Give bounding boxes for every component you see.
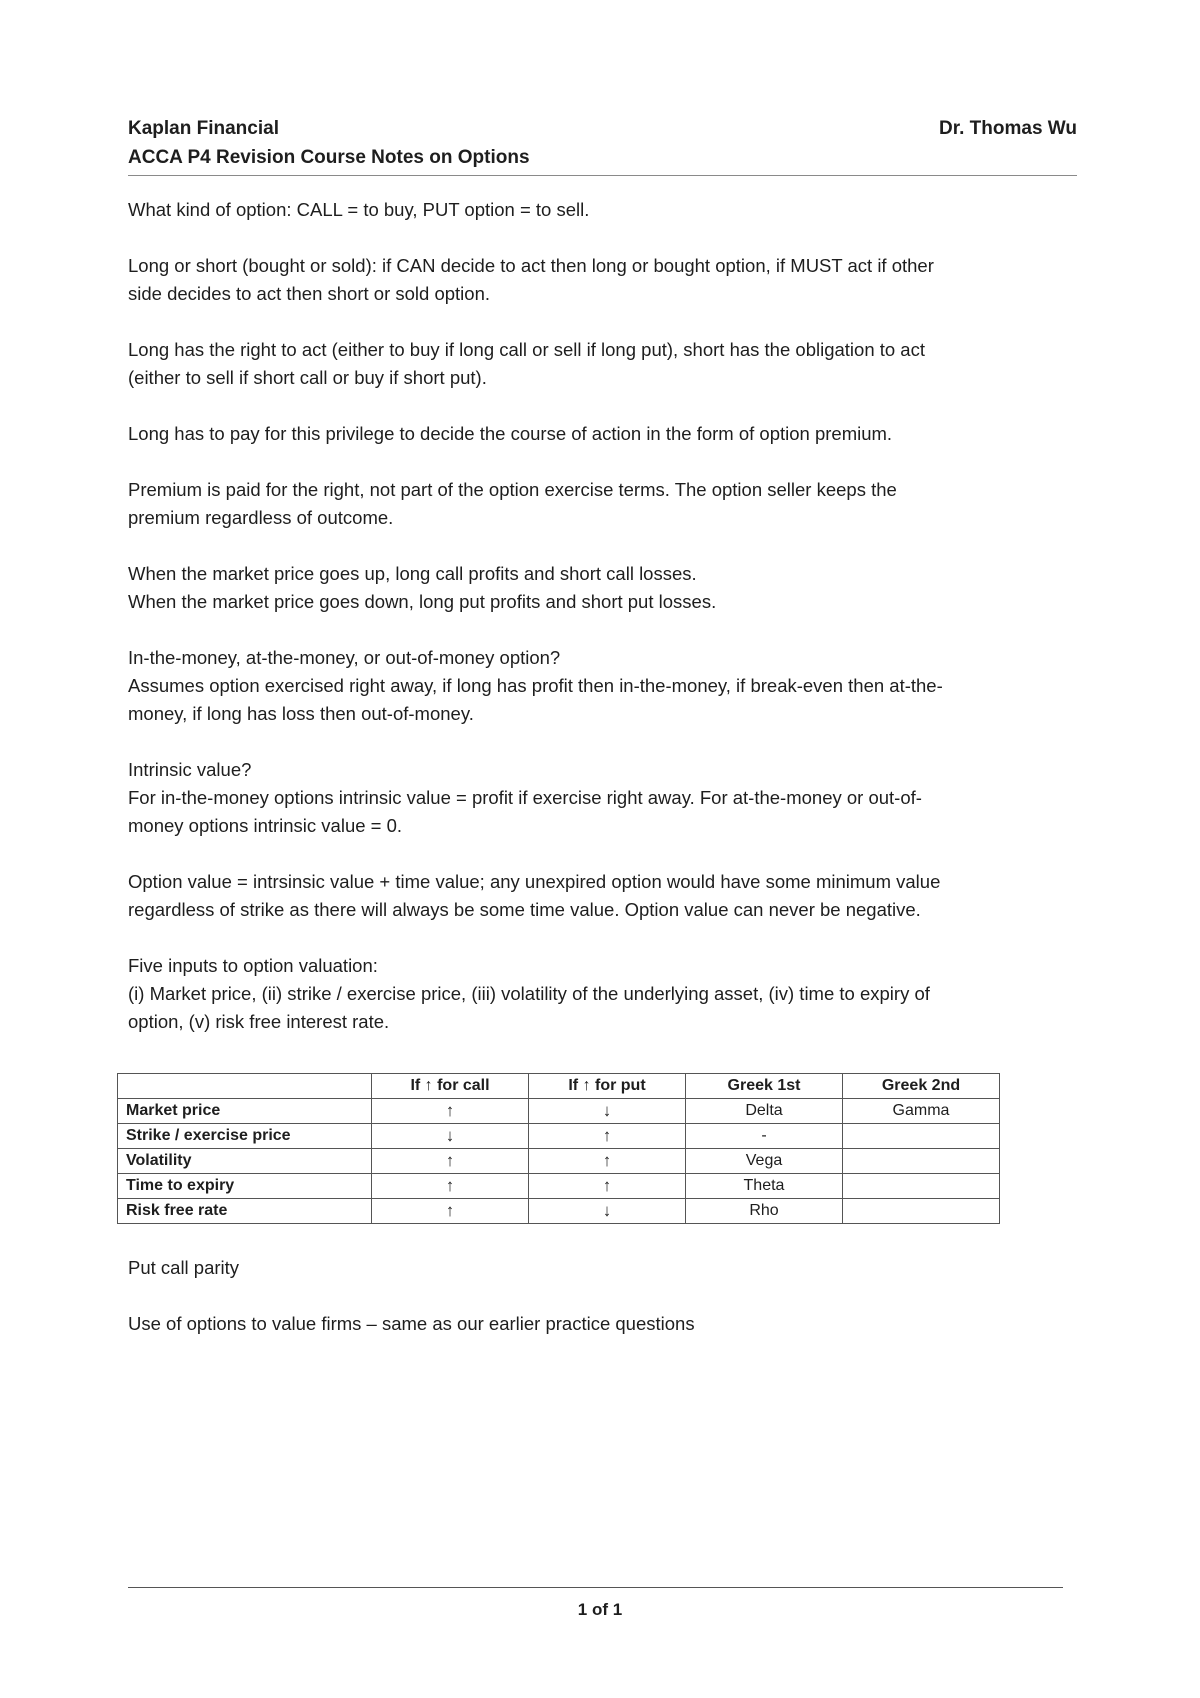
table-cell: ↑ xyxy=(372,1174,529,1199)
table-header-cell: Greek 2nd xyxy=(843,1074,1000,1099)
table-row-label: Risk free rate xyxy=(118,1199,372,1224)
paragraph xyxy=(128,644,1078,728)
paragraph xyxy=(128,196,1078,224)
table-cell: ↓ xyxy=(529,1099,686,1124)
table-header-row xyxy=(118,1074,1000,1099)
paragraph xyxy=(128,560,1078,616)
paragraph xyxy=(128,868,1078,924)
paragraph xyxy=(128,252,1078,308)
table-header-cell: Greek 1st xyxy=(686,1074,843,1099)
author-name: Dr. Thomas Wu xyxy=(939,118,1077,139)
text-line: Long has the right to act (either to buy if long call or sell if long put), short has the obligation to act xyxy=(128,339,925,360)
table-row xyxy=(118,1149,1000,1174)
table-cell: Vega xyxy=(686,1149,843,1174)
page-number: 1 of 1 xyxy=(577,1600,623,1619)
text-line: Long or short (bought or sold): if CAN decide to act then long or bought option, if MUST act if other xyxy=(128,255,934,276)
table-row xyxy=(118,1199,1000,1224)
paragraph xyxy=(128,1254,1078,1282)
text-line: For in-the-money options intrinsic value = profit if exercise right away. For at-the-money or out-of- xyxy=(128,787,922,808)
table-cell: Delta xyxy=(686,1099,843,1124)
table-cell: Rho xyxy=(686,1199,843,1224)
closing-text xyxy=(128,1254,1078,1366)
text-line: In-the-money, at-the-money, or out-of-money option? xyxy=(128,647,561,668)
table-cell: ↑ xyxy=(529,1149,686,1174)
table-cell xyxy=(843,1149,1000,1174)
paragraph xyxy=(128,756,1078,840)
text-line: Assumes option exercised right away, if long has profit then in-the-money, if break-even then at-the- xyxy=(128,675,943,696)
text-line: Premium is paid for the right, not part of the option exercise terms. The option seller keeps the xyxy=(128,479,897,500)
table-row xyxy=(118,1124,1000,1149)
text-line: Option value = intrsinsic value + time value; any unexpired option would have some minimum value xyxy=(128,871,941,892)
text-line: Put call parity xyxy=(128,1257,240,1278)
table-cell: Theta xyxy=(686,1174,843,1199)
table-cell: ↓ xyxy=(372,1124,529,1149)
table-row xyxy=(118,1174,1000,1199)
paragraph xyxy=(128,420,1078,448)
header-left xyxy=(128,114,530,172)
table-header-cell: If ↑ for call xyxy=(372,1074,529,1099)
text-line: Long has to pay for this privilege to decide the course of action in the form of option premium. xyxy=(128,423,893,444)
paragraph xyxy=(128,336,1078,392)
text-line: side decides to act then short or sold option. xyxy=(128,283,490,304)
text-line: (either to sell if short call or buy if short put). xyxy=(128,367,487,388)
table-header-cell: If ↑ for put xyxy=(529,1074,686,1099)
text-line: When the market price goes down, long put profits and short put losses. xyxy=(128,591,717,612)
table-cell: ↑ xyxy=(372,1199,529,1224)
text-line: money options intrinsic value = 0. xyxy=(128,815,403,836)
table-cell: Gamma xyxy=(843,1099,1000,1124)
table-row-label: Strike / exercise price xyxy=(118,1124,372,1149)
table-cell: ↑ xyxy=(372,1099,529,1124)
table-row-label: Time to expiry xyxy=(118,1174,372,1199)
organization-name: Kaplan Financial xyxy=(128,118,279,139)
table-cell: - xyxy=(686,1124,843,1149)
table-row-label: Volatility xyxy=(118,1149,372,1174)
paragraph xyxy=(128,476,1078,532)
table-row-label: Market price xyxy=(118,1099,372,1124)
table-header-cell xyxy=(118,1074,372,1099)
text-line: Use of options to value firms – same as our earlier practice questions xyxy=(128,1313,695,1334)
text-line: When the market price goes up, long call profits and short call losses. xyxy=(128,563,697,584)
text-line: regardless of strike as there will always be some time value. Option value can never be negative. xyxy=(128,899,921,920)
table-cell: ↑ xyxy=(529,1124,686,1149)
text-line: Five inputs to option valuation: xyxy=(128,955,378,976)
text-line: premium regardless of outcome. xyxy=(128,507,394,528)
table-cell: ↑ xyxy=(529,1174,686,1199)
table-cell: ↓ xyxy=(529,1199,686,1224)
table-cell xyxy=(843,1174,1000,1199)
table-row xyxy=(118,1099,1000,1124)
text-line: money, if long has loss then out-of-money. xyxy=(128,703,474,724)
text-line: Intrinsic value? xyxy=(128,759,252,780)
option-sensitivity-table xyxy=(117,1073,1000,1224)
text-line: option, (v) risk free interest rate. xyxy=(128,1011,390,1032)
footer-divider xyxy=(128,1587,1063,1588)
table-cell xyxy=(843,1124,1000,1149)
paragraph xyxy=(128,1310,1078,1338)
text-line: What kind of option: CALL = to buy, PUT option = to sell. xyxy=(128,199,590,220)
document-title: ACCA P4 Revision Course Notes on Options xyxy=(128,147,530,168)
body-text xyxy=(128,196,1078,1064)
paragraph xyxy=(128,952,1078,1036)
text-line: (i) Market price, (ii) strike / exercise price, (iii) volatility of the underlying asset, (iv) time to expiry of xyxy=(128,983,930,1004)
table-cell xyxy=(843,1199,1000,1224)
header-divider xyxy=(128,175,1077,176)
table-cell: ↑ xyxy=(372,1149,529,1174)
